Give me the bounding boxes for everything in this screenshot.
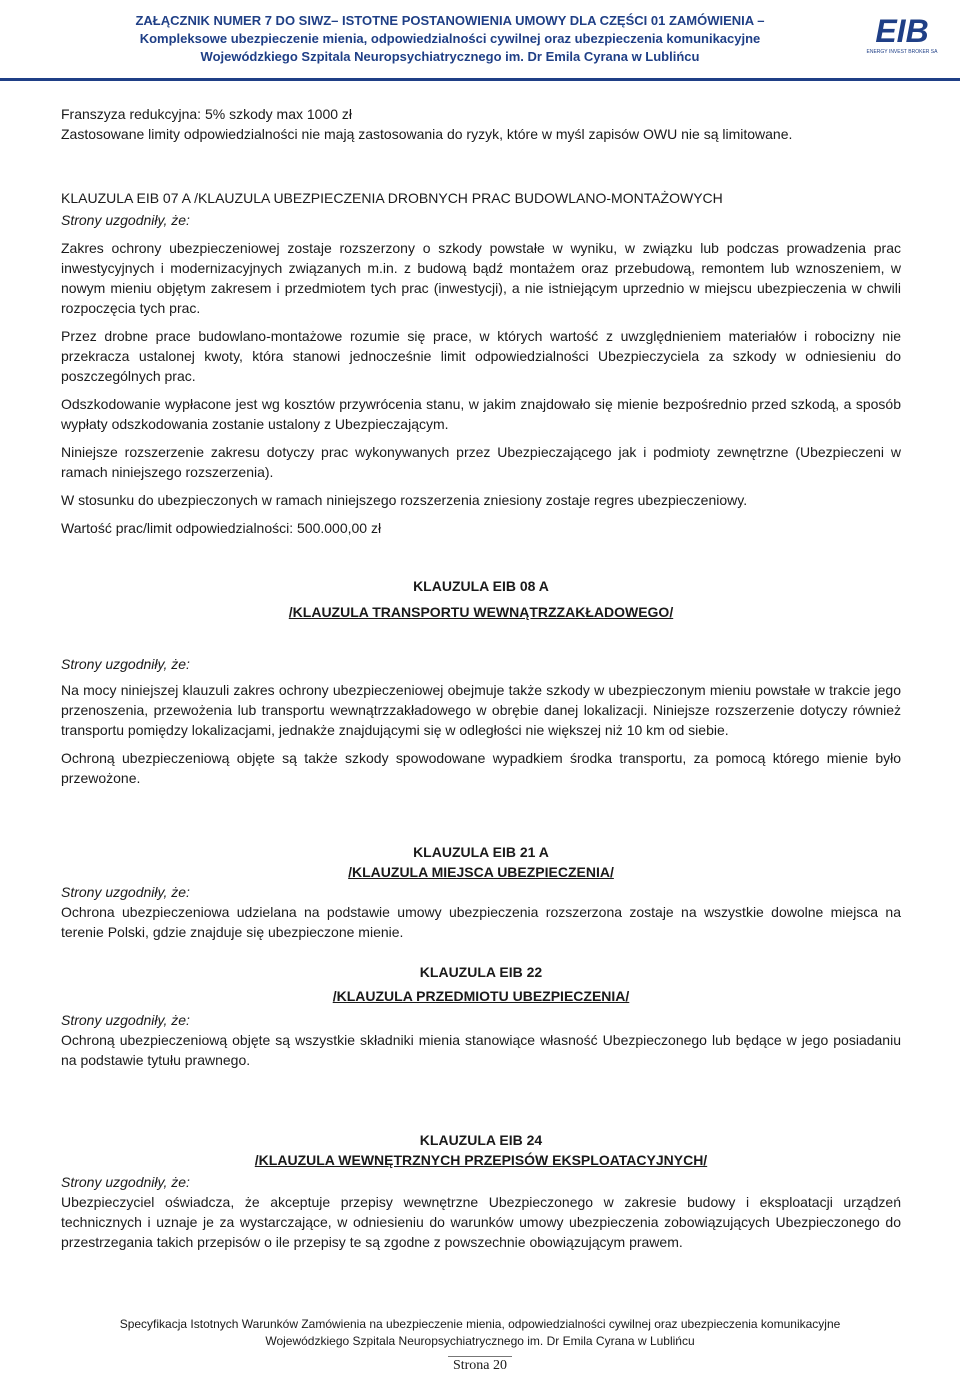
clause-21-parties: Strony uzgodniły, że: — [61, 884, 190, 900]
page-number: Strona 20 — [452, 1358, 508, 1373]
clause-08-paragraph-1: Na mocy niniejszej klauzuli zakres ochrony ubezpieczeniowej obejmuje także szkody w ubezpieczonym mieniu powstałe w trakcie jego przenoszenia, przewożenia lub transportu wewnątrzzakładowego w obrębie danej lokalizacji. Niniejsze rozszerzenie dotyczy również transportu pomiędzy lokalizacjami, jednakże znajdującymi się w odległości nie większej niż 10 km od siebie. — [61, 682, 901, 738]
footer-line-1: Specyfikacja Istotnych Warunków Zamówienia na ubezpieczenie mienia, odpowiedzialności cywilnej oraz ubezpieczenia komunikacyjne — [119, 1317, 841, 1331]
clause-22-parties: Strony uzgodniły, że: — [61, 1012, 190, 1028]
logo-subtext: ENERGY INVEST BROKER SA — [866, 49, 938, 55]
clause-07-paragraph-1: Zakres ochrony ubezpieczeniowej zostaje rozszerzony o szkody powstałe w wyniku, w związku lub podczas prowadzenia prac inwestycyjnych i modernizacyjnych związanych m.in. z budową bądź montażem oraz przebudową, remontem lub wznoszeniem, w nowym mieniu objętym zakresem i przedmiotem tych prac (inwestycji), a nie istniejącym uprzednio w miejscu ubezpieczenia w chwili rozpoczęcia tych prac. — [61, 240, 901, 316]
header-line-1: ZAŁĄCZNIK NUMER 7 DO SIWZ– ISTOTNE POSTANOWIENIA UMOWY DLA CZĘŚCI 01 ZAMÓWIENIA – — [135, 13, 765, 28]
clause-07-paragraph-6: Wartość prac/limit odpowiedzialności: 500.000,00 zł — [61, 520, 382, 536]
header-line-3: Wojewódzkiego Szpitala Neuropsychiatrycznego im. Dr Emila Cyrana w Lublińcu — [200, 49, 700, 64]
clause-21-subtitle: /KLAUZULA MIEJSCA UBEZPIECZENIA/ — [348, 864, 614, 880]
clause-07-parties: Strony uzgodniły, że: — [61, 212, 190, 228]
clause-24-parties: Strony uzgodniły, że: — [61, 1174, 190, 1190]
clause-24-paragraph-1: Ubezpieczyciel oświadcza, że akceptuje przepisy wewnętrzne Ubezpieczonego w zakresie budowy i eksploatacji urządzeń technicznych i uznaje je za wystarczające, w odniesieniu do warunków umowy ubezpieczenia zobowiązujących Ubezpieczonego do przestrzegania takich przepisów o ile przepisy te są zgodne z powszechnie obowiązującym prawem. — [61, 1194, 901, 1250]
clause-07-paragraph-2: Przez drobne prace budowlano-montażowe rozumie się prace, w których wartość z uwzględnieniem materiałów i robocizny nie przekracza ustalonej kwoty, która stanowi jednocześnie limit odpowiedzialności Ubezpieczyciela za szkody w odniesieniu do poszczególnych prac. — [61, 328, 901, 384]
clause-22-paragraph-1: Ochroną ubezpieczeniową objęte są wszystkie składniki mienia stanowiące własność Ubezpieczonego lub będące w jego posiadaniu na podstawie tytułu prawnego. — [61, 1032, 901, 1068]
clause-07-paragraph-4: Niniejsze rozszerzenie zakresu dotyczy prac wykonywanych przez Ubezpieczającego jak i podmioty zewnętrzne (Ubezpieczeni w ramach niniejszego rozszerzenia). — [61, 444, 901, 480]
clause-24-title: KLAUZULA EIB 24 — [419, 1132, 543, 1148]
clause-07-title: KLAUZULA EIB 07 A /KLAUZULA UBEZPIECZENIA DROBNYCH PRAC BUDOWLANO-MONTAŻOWYCH — [61, 190, 723, 206]
clause-07-paragraph-5: W stosunku do ubezpieczonych w ramach niniejszego rozszerzenia zniesiony zostaje regres ubezpieczeniowy. — [61, 492, 748, 508]
footer-rule — [448, 1356, 512, 1357]
page-header — [0, 0, 960, 80]
clause-21-paragraph-1: Ochrona ubezpieczeniowa udzielana na podstawie umowy ubezpieczenia rozszerzona zostaje na wszystkie dowolne miejsca na terenie Polski, gdzie znajduje się ubezpieczone mienie. — [61, 904, 901, 940]
clause-08-subtitle: /KLAUZULA TRANSPORTU WEWNĄTRZZAKŁADOWEGO/ — [288, 604, 674, 620]
eib-logo — [862, 10, 942, 56]
clause-08-paragraph-2: Ochroną ubezpieczeniową objęte są także szkody spowodowane wypadkiem środka transportu, za pomocą którego mienie było przewożone. — [61, 750, 901, 786]
header-text — [0, 12, 900, 66]
clause-21-title: KLAUZULA EIB 21 A — [413, 844, 549, 860]
clause-24-subtitle: /KLAUZULA WEWNĘTRZNYCH PRZEPISÓW EKSPLOATACYJNYCH/ — [254, 1152, 708, 1168]
clause-07-paragraph-3: Odszkodowanie wypłacone jest wg kosztów przywrócenia stanu, w jakim znajdowało się mienie bezpośrednio przed szkodą, a sposób wypłaty odszkodowania zostanie ustalony z Ubezpieczającym. — [61, 396, 901, 432]
header-rule — [0, 78, 960, 81]
clause-22-subtitle: /KLAUZULA PRZEDMIOTU UBEZPIECZENIA/ — [332, 988, 630, 1004]
header-line-2: Kompleksowe ubezpieczenie mienia, odpowiedzialności cywilnej oraz ubezpieczenia komunikacyjne — [139, 31, 761, 46]
footer-line-2: Wojewódzkiego Szpitala Neuropsychiatrycznego im. Dr Emila Cyrana w Lublińcu — [265, 1334, 695, 1348]
document-body — [61, 104, 901, 1252]
page-footer — [0, 1316, 960, 1350]
clause-08-parties: Strony uzgodniły, że: — [61, 656, 190, 672]
logo-text: EIB — [875, 13, 929, 49]
clause-22-title: KLAUZULA EIB 22 — [419, 964, 543, 980]
limits-note: Zastosowane limity odpowiedzialności nie mają zastosowania do ryzyk, które w myśl zapisów OWU nie są limitowane. — [61, 126, 793, 142]
clause-08-title: KLAUZULA EIB 08 A — [413, 578, 549, 594]
franchise-text: Franszyza redukcyjna: 5% szkody max 1000 zł — [61, 106, 353, 122]
